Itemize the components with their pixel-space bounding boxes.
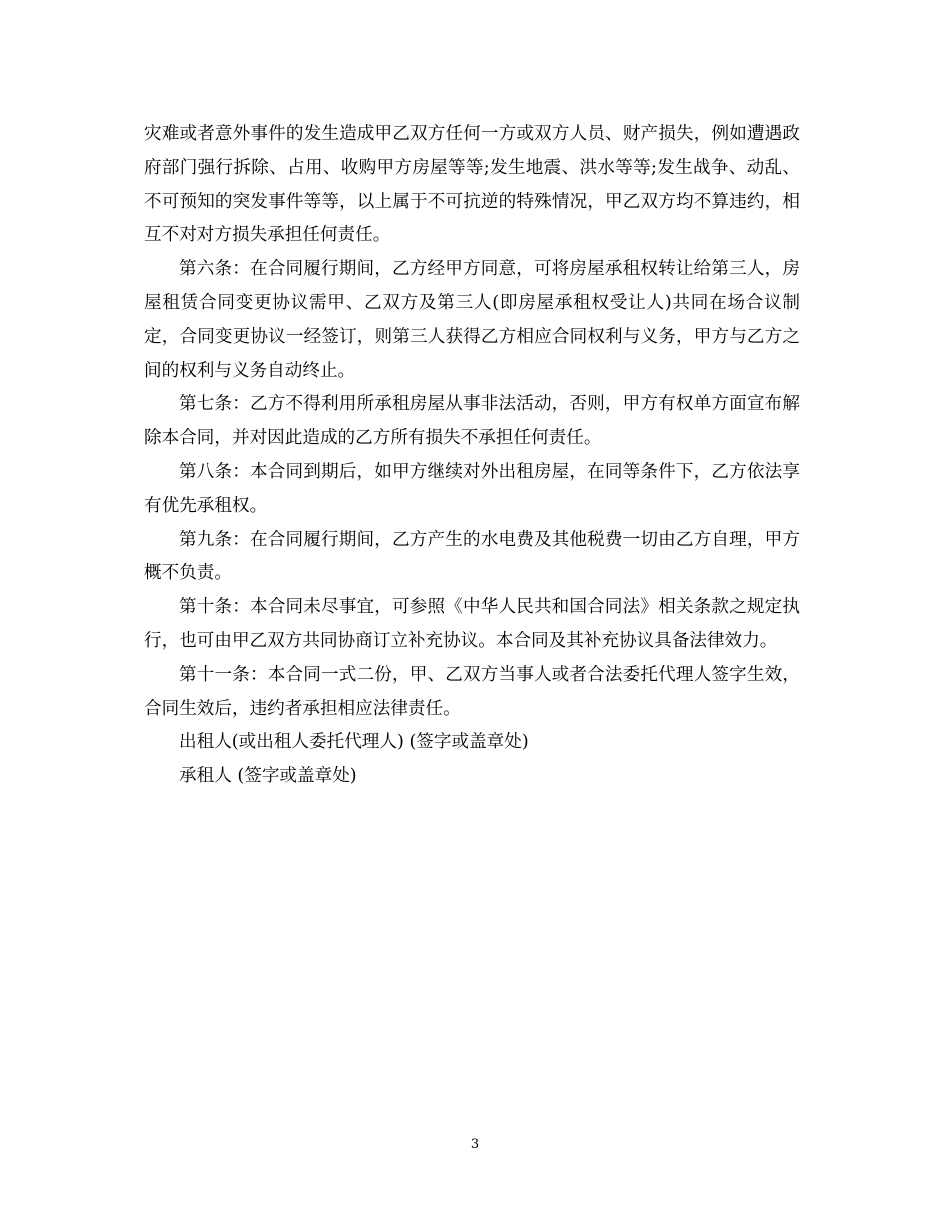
lessee-signature-line: 承租人 (签字或盖章处) — [179, 766, 357, 787]
paragraph-article-6: 第六条：在合同履行期间，乙方经甲方同意，可将房屋承租权转让给第三人，房屋租赁合同变更协议需甲、乙双方及第三人(即房屋承租权受让人)共同在场合议制定，合同变更协议一经签订，则第三人获得乙方相应合同权利与义务，甲方与乙方之间的权利与义务自动终止。 — [144, 259, 800, 381]
page-number: 3 — [470, 1137, 480, 1152]
paragraph-article-9: 第九条：在合同履行期间，乙方产生的水电费及其他税费一切由乙方自理，甲方概不负责。 — [144, 529, 800, 584]
paragraph-force-majeure-continuation: 灾难或者意外事件的发生造成甲乙双方任何一方或双方人员、财产损失，例如遭遇政府部门强行拆除、占用、收购甲方房屋等等;发生地震、洪水等等;发生战争、动乱、不可预知的突发事件等等，以上属于不可抗逆的特殊情况，甲乙双方均不算违约，相互不对对方损失承担任何责任。 — [144, 124, 800, 246]
paragraph-article-11: 第十一条：本合同一式二份，甲、乙双方当事人或者合法委托代理人签字生效，合同生效后，违约者承担相应法律责任。 — [144, 664, 800, 719]
paragraph-article-7: 第七条：乙方不得利用所承租房屋从事非法活动，否则，甲方有权单方面宣布解除本合同，并对因此造成的乙方所有损失不承担任何责任。 — [144, 394, 800, 449]
paragraph-article-10: 第十条：本合同未尽事宜，可参照《中华人民共和国合同法》相关条款之规定执行，也可由甲乙双方共同协商订立补充协议。本合同及其补充协议具备法律效力。 — [144, 597, 800, 651]
lessor-signature-line: 出租人(或出租人委托代理人) (签字或盖章处) — [179, 732, 529, 753]
contract-body — [144, 118, 800, 794]
paragraph-article-8: 第八条：本合同到期后，如甲方继续对外出租房屋，在同等条件下，乙方依法享有优先承租权。 — [144, 461, 800, 516]
